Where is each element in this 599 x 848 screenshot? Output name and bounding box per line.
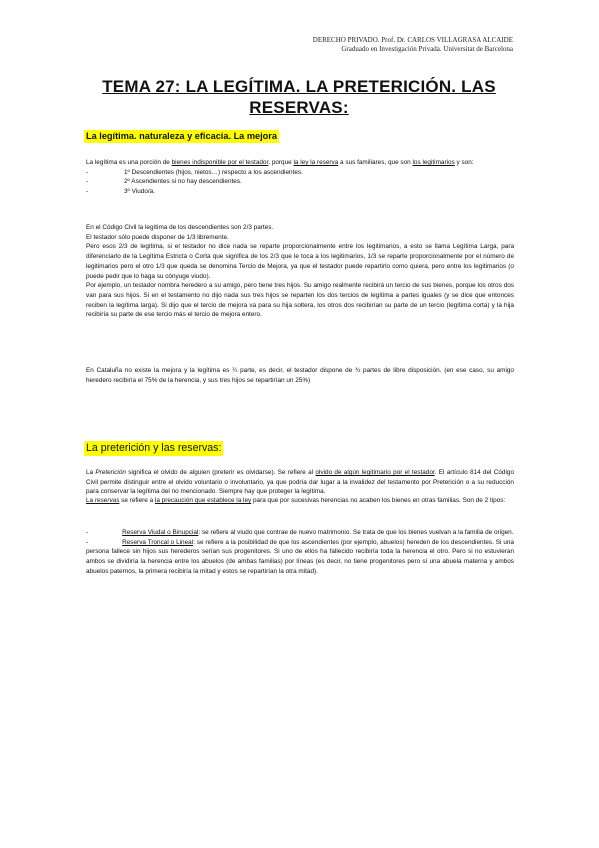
paragraph [86,468,514,497]
section-catalunya [86,366,514,385]
paragraph: Por ejemplo, un testador nombra heredero a su amigo, pero tiene tres hijos. Su amigo realmente recibirá un tercio de sus bienes, porque los otros dos van para sus hijos. Si en el testamento no dijo nada sus tres hijos se reparten los dos tercios de legítima a partes iguales (y se dice que entonces reciben la legítima larga). Si dijo que el tercio de mejora va para su hija soltera, los otros dos recibirían su parte de un tercio (legítima corta) y la hija recibiría su parte de ese tercio más el tercio de mejora entero. [86,282,514,319]
section-heading-pretericion: La preterición y las reservas: [86,442,222,454]
underlined-text: olvido de algún legitimario por el testador [315,469,435,476]
list-dash: - [86,178,89,186]
paragraph: En Cataluña no existe la mejora y la legítima es ¼ parte, es decir, el testador dispone de ¾ partes de libre disposición. (en ese caso, su amigo heredero recibiría el 75% de la herencia, y sus tres hijos se repartirían un 25%) [86,367,514,384]
text-run: La [86,469,96,476]
list-dash: - [86,188,89,196]
text-run: La legítima es una porción de [86,159,172,166]
text-run: significa el olvido de alguien (preterir es olvidarse). Se refiere al [125,469,316,476]
list-dash: - [86,168,89,176]
section-reservas-body [86,496,514,506]
underlined-text: la ley la reserva [293,159,339,166]
list-item [86,528,514,538]
list-item [86,168,514,178]
italic-text: Preterición [95,469,126,476]
section-legitima-detail [86,223,514,320]
paragraph: El testador sólo puede disponer de 1/3 libremente. [86,233,229,241]
reservas-list [86,528,514,577]
section-heading-legitima: La legítima. naturaleza y eficacia. La mejora [86,131,277,141]
text-run: , porque [268,159,294,166]
list-item-text: 3º Viudo/a. [124,188,155,196]
section-pretericion-body [86,468,514,497]
list-item [86,177,514,187]
list-dash: - [86,538,89,546]
list-item [86,187,514,197]
header-affiliation-line: Graduado en Investigación Privada. Universitat de Barcelona [341,45,513,53]
text-run: y son: [454,159,474,166]
underlined-text: bienes indisponible por el testador [171,159,269,166]
list-item-text: 2º Ascendientes si no hay descendientes. [124,178,242,186]
text-run: se refiere a [119,497,155,504]
intro-paragraph [86,158,514,168]
list-item-label: Reserva Troncal o Lineal [122,538,194,546]
underlined-italic-text: reservas [94,497,120,504]
underlined-text: La [86,497,95,504]
header-course-line: DERECHO PRIVADO. Prof. Dr. CARLOS VILLAGRASA ALCAIDE [312,36,513,44]
paragraph: Pero esos 2/3 de legítima, si el testador no dice nada se reparte proporcionalmente entre los legitimarios, a esto se llama Legítima Larga, para diferenciarlo de la Legítima Estricta o Corta que significa de los 2/3 que le toca a los legitimarios, 1/3 se reparte proporcionalmente por el número de legitimarios pero el otro 1/3 que queda se denomina Tercio de Mejora, ya que el testador puede repartirlo como quiera, pero entre los legitimarios (o puede pedir que lo haga su cónyuge viudo). [86,243,514,280]
list-item [86,538,514,577]
list-item-text: 1º Descendientes (hijos, nietos…) respecto a los ascendientes. [124,168,303,176]
page-title: TEMA 27: LA LEGÍTIMA. LA PRETERICIÓN. LAS RESERVAS: [102,77,496,117]
text-run: . El artículo 814 del Código Civil permite distinguir entre el olvido voluntario o involuntario, ya que podría dar lugar a la invalidez del testamento por Preterición o a su reducción para conservar la legítima del no mencionado. Siempre hay que proteger la legítima. [86,469,514,496]
list-dash: - [86,529,89,536]
paragraph: En el Código Civil la legítima de los descendientes son 2/3 partes. [86,224,274,231]
text-run: para que por sucesivas herencias no acaben los bienes en otras familias. Son de 2 tipos: [251,497,506,504]
section-legitima-body [86,158,514,197]
text-run: a sus familiares, que son [338,159,413,166]
underlined-text: los legitimarios [412,159,455,166]
list-item-label: Reserva Viudal o Binupcial [122,529,199,536]
underlined-text: la precaución que establece la ley [154,497,252,504]
paragraph [86,496,514,506]
list-item-text: : se refiere a la posibilidad de que los ascendientes (por ejemplo, abuelos) hereden de los descendientes. Si una persona fallece sin hijos sus herederos serían sus progenitores. Si uno de ellos ha fallecido recibiría toda la herencia el otro. Pero si no estuvieran ambos se dividiría la herencia entre los abuelos (de ambas familias) por líneas (es decir, no tiene progenitores pero sí una abuela materna y ambos abuelos paternos, la primera recibiría la mitad y estos se repartirían la otra mitad). [86,538,514,575]
list-item-text: : se refiere al viudo que contrae de nuevo matrimonio. Se trata de que los bienes vuelvan a la familia de origen. [198,529,514,536]
page-header [313,36,513,54]
